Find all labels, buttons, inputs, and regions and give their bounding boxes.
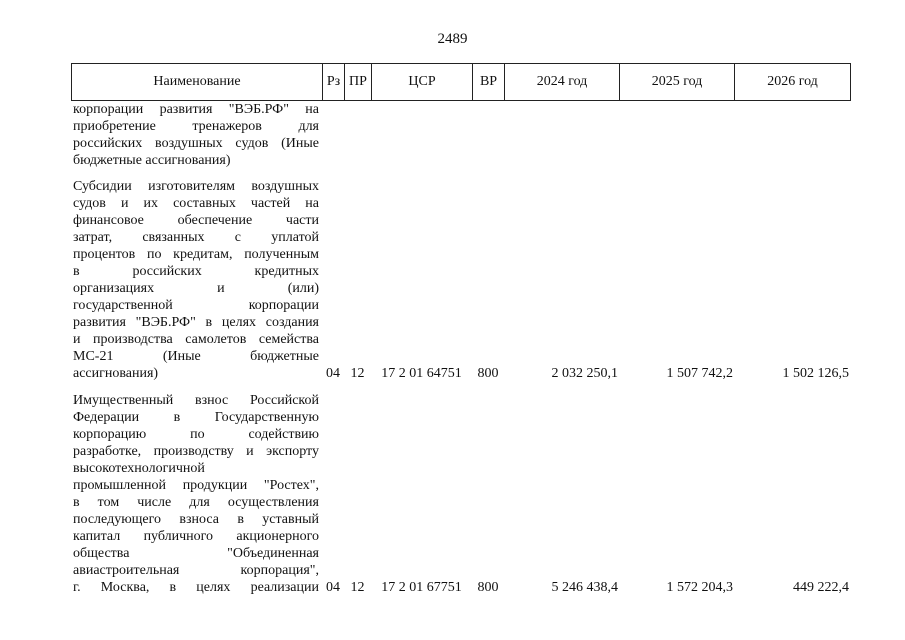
header-pr: ПР	[345, 64, 372, 101]
row-name	[73, 178, 319, 382]
cell-2025: 1 572 204,3	[666, 580, 733, 595]
cell-2024: 2 032 250,1	[551, 366, 618, 381]
cell-csr: 17 2 01 67751	[381, 580, 462, 595]
name-line: в российских кредитных	[73, 264, 319, 279]
cell-vr: 800	[477, 366, 499, 381]
name-line: корпорацию по содействию	[73, 427, 319, 442]
header-vr: ВР	[473, 64, 505, 101]
cell-rz: 04	[326, 366, 340, 381]
header-rz: Рз	[323, 64, 345, 101]
name-line: последующего взноса в уставный	[73, 512, 319, 527]
name-line: процентов по кредитам, полученным	[73, 247, 319, 262]
name-line: промышленной продукции "Ростех",	[73, 478, 319, 493]
name-line: авиастроительная корпорация",	[73, 563, 319, 578]
name-line: Субсидии изготовителям воздушных	[73, 179, 319, 194]
cell-pr: 12	[350, 580, 365, 595]
header-2025: 2025 год	[620, 64, 735, 101]
name-line: общества "Объединенная	[73, 546, 319, 561]
name-line: приобретение тренажеров для	[73, 119, 319, 134]
name-line: затрат, связанных с уплатой	[73, 230, 319, 245]
row-name	[73, 101, 319, 169]
cell-rz: 04	[326, 580, 340, 595]
header-2024: 2024 год	[505, 64, 620, 101]
header-name: Наименование	[72, 64, 323, 101]
cell-2024: 5 246 438,4	[551, 580, 618, 595]
cell-csr: 17 2 01 64751	[381, 366, 462, 381]
name-line: Федерации в Государственную	[73, 410, 319, 425]
name-line: судов и их составных частей на	[73, 196, 319, 211]
name-line: МС-21 (Иные бюджетные	[73, 349, 319, 364]
header-2026: 2026 год	[735, 64, 851, 101]
name-line: Имущественный взнос Российской	[73, 393, 319, 408]
cell-vr: 800	[477, 580, 499, 595]
cell-2025: 1 507 742,2	[666, 366, 733, 381]
header-csr: ЦСР	[372, 64, 473, 101]
name-line: развития "ВЭБ.РФ" в целях создания	[73, 315, 319, 330]
name-line: государственной корпорации	[73, 298, 319, 313]
cell-2026: 1 502 126,5	[782, 366, 849, 381]
row-name	[73, 392, 319, 596]
table-header	[71, 63, 851, 101]
name-line: российских воздушных судов (Иные	[73, 136, 319, 151]
name-line: и производства самолетов семейства	[73, 332, 319, 347]
name-line: высокотехнологичной	[73, 461, 205, 476]
name-line: г. Москва, в целях реализации	[73, 580, 319, 595]
name-line: бюджетные ассигнования)	[73, 153, 231, 168]
page-number: 2489	[437, 31, 468, 47]
name-line: финансовое обеспечение части	[73, 213, 319, 228]
name-line: в том числе для осуществления	[73, 495, 319, 510]
name-line: ассигнования)	[73, 366, 159, 381]
name-line: организациях и (или)	[73, 281, 319, 296]
cell-2026: 449 222,4	[793, 580, 849, 595]
name-line: корпорации развития "ВЭБ.РФ" на	[73, 102, 319, 117]
name-line: разработке, производству и экспорту	[73, 444, 319, 459]
cell-pr: 12	[350, 366, 365, 381]
name-line: капитал публичного акционерного	[73, 529, 319, 544]
